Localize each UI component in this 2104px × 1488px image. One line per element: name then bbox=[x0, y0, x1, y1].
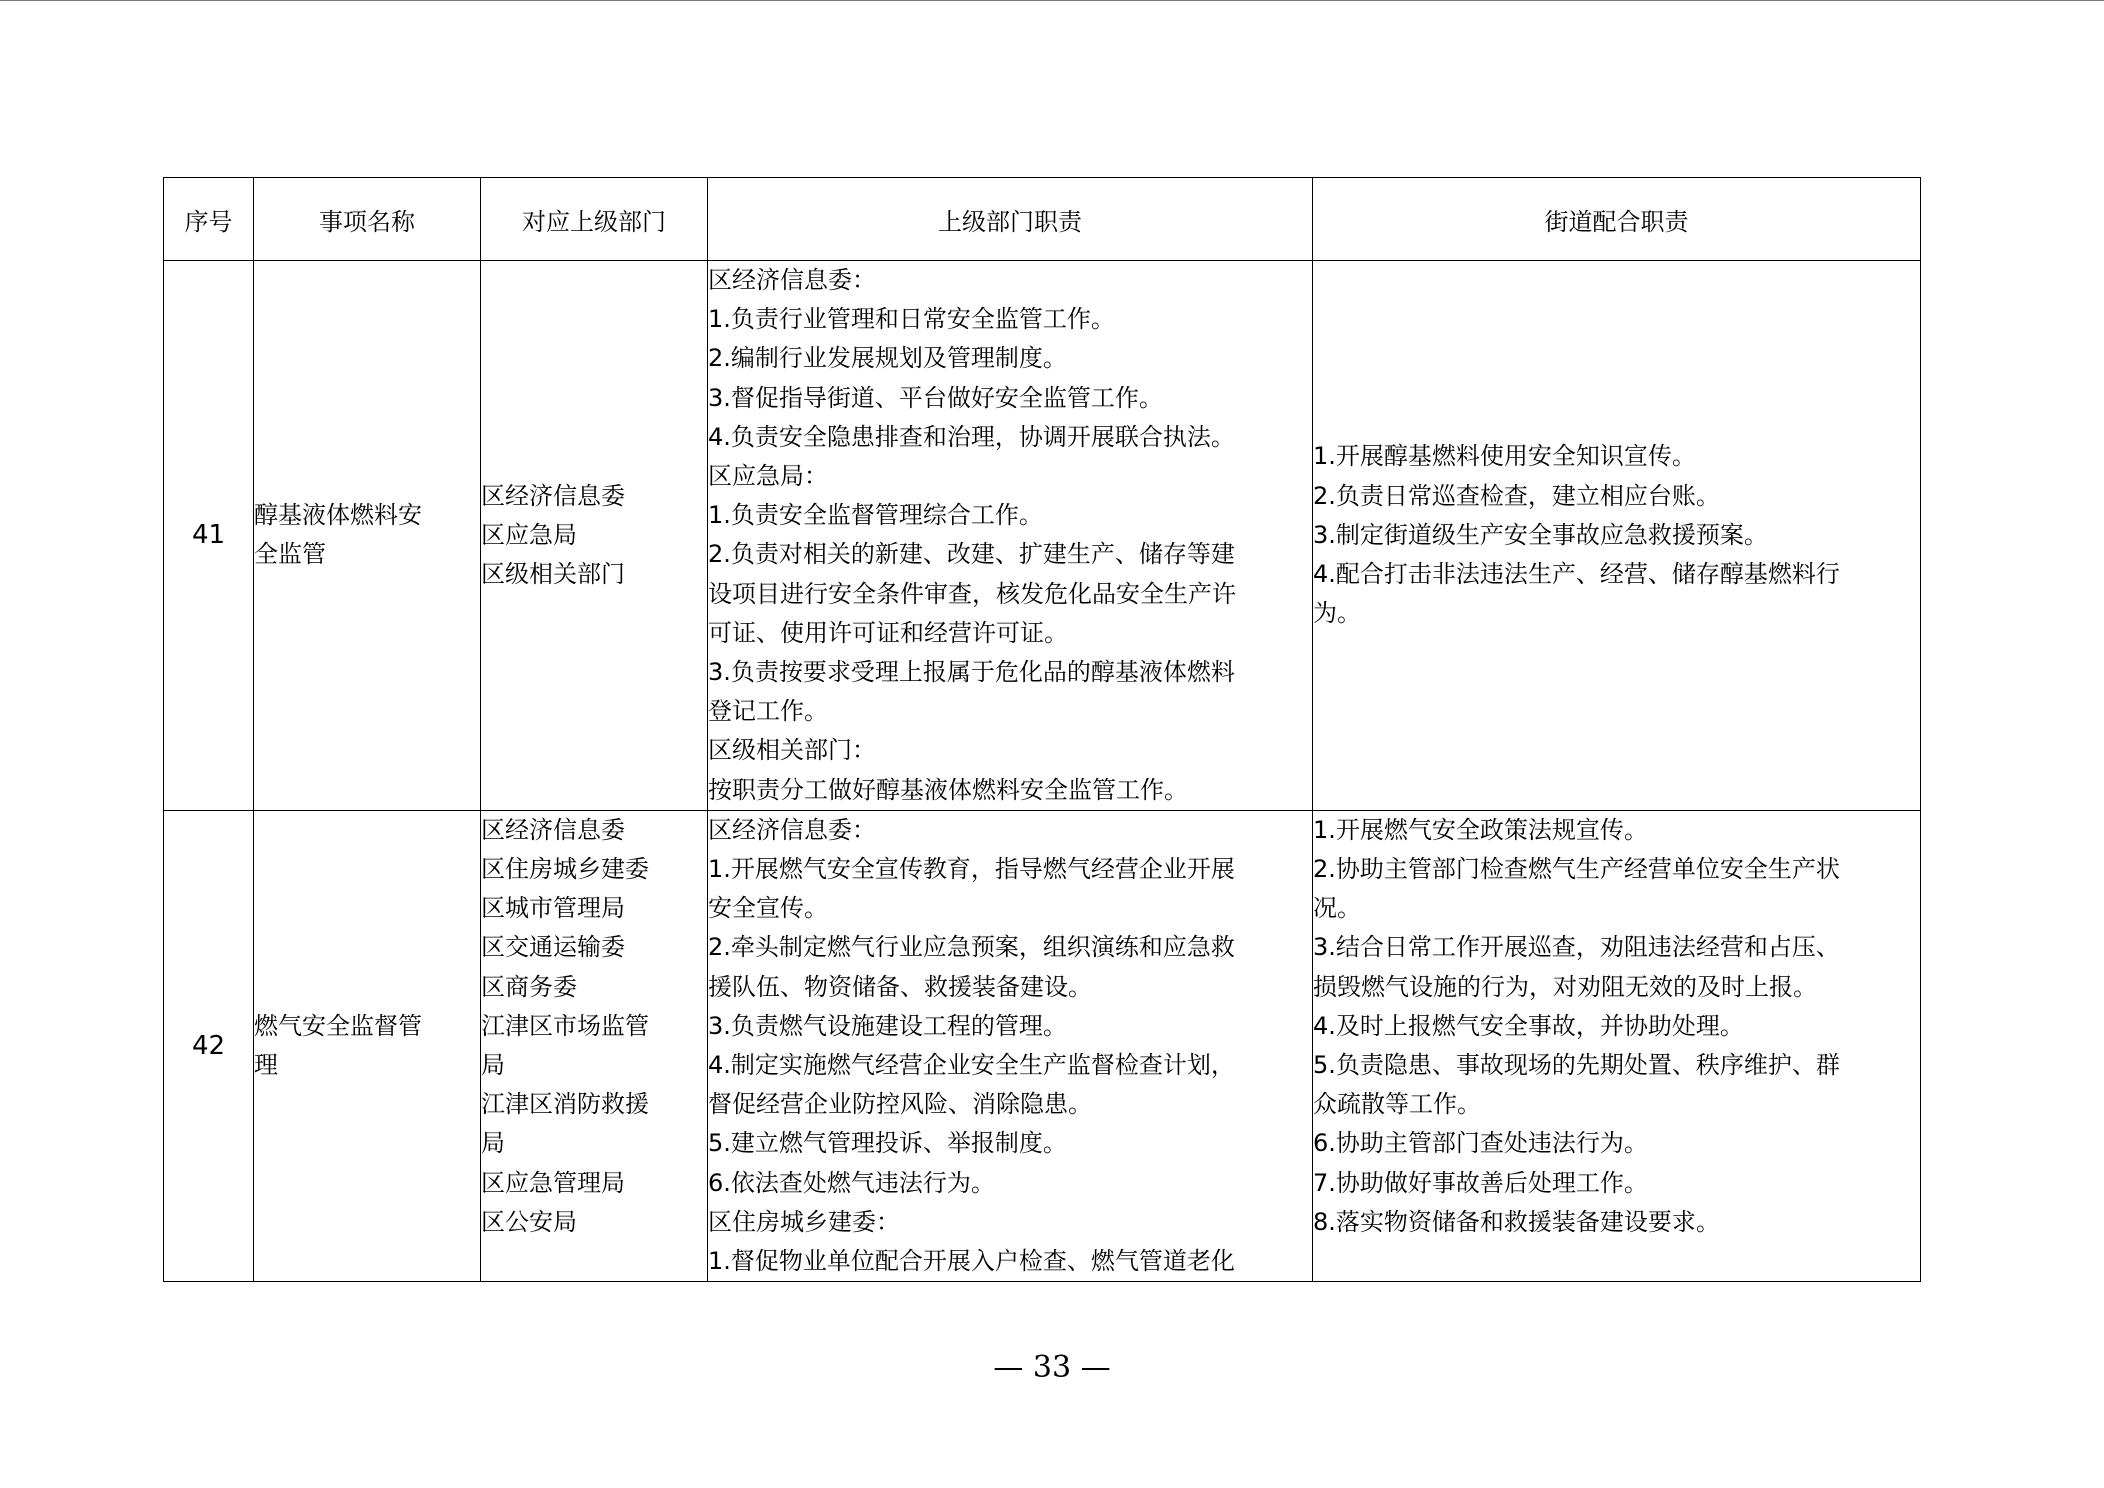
duty-line: 4.负责安全隐患排查和治理，协调开展联合执法。 bbox=[708, 422, 1235, 451]
top-border-line bbox=[0, 0, 2104, 1]
duty-line: 3.督促指导街道、平台做好安全监管工作。 bbox=[708, 383, 1163, 412]
page-number: — 33 — bbox=[993, 1350, 1111, 1385]
upper-duties-cell bbox=[708, 810, 1313, 1281]
department-line: 区应急局 bbox=[481, 520, 577, 549]
item-name-cell bbox=[254, 810, 481, 1281]
item-name-line: 全监管 bbox=[254, 540, 326, 569]
duty-line: 设项目进行安全条件审查，核发危化品安全生产许 bbox=[708, 579, 1236, 608]
department-line: 区住房城乡建委 bbox=[481, 855, 649, 884]
department-line: 江津区消防救援 bbox=[481, 1090, 649, 1119]
duty-line: 5.建立燃气管理投诉、举报制度。 bbox=[708, 1129, 1067, 1158]
duty-line: 区级相关部门： bbox=[708, 736, 876, 765]
street-duty-line: 5.负责隐患、事故现场的先期处置、秩序维护、群 bbox=[1313, 1051, 1840, 1080]
street-duty-line: 3.制定街道级生产安全事故应急救援预案。 bbox=[1313, 520, 1768, 549]
street-duty-line: 2.协助主管部门检查燃气生产经营单位安全生产状 bbox=[1313, 855, 1840, 884]
duty-line: 1.负责行业管理和日常安全监管工作。 bbox=[708, 305, 1115, 334]
department-cell bbox=[481, 261, 708, 811]
department-line: 区交通运输委 bbox=[481, 933, 625, 962]
street-duties-cell bbox=[1313, 261, 1921, 811]
department-line: 区商务委 bbox=[481, 972, 577, 1001]
duty-line: 1.负责安全监督管理综合工作。 bbox=[708, 501, 1043, 530]
department-line: 江津区市场监管 bbox=[481, 1011, 649, 1040]
duty-line: 按职责分工做好醇基液体燃料安全监管工作。 bbox=[708, 775, 1188, 804]
upper-duties-cell bbox=[708, 261, 1313, 811]
duty-line: 1.督促物业单位配合开展入户检查、燃气管道老化 bbox=[708, 1247, 1235, 1276]
department-cell bbox=[481, 810, 708, 1281]
department-line: 区经济信息委 bbox=[481, 815, 625, 844]
duty-line: 督促经营企业防控风险、消除隐患。 bbox=[708, 1090, 1092, 1119]
header-upper-duties: 上级部门职责 bbox=[708, 178, 1313, 261]
duty-line: 2.牵头制定燃气行业应急预案，组织演练和应急救 bbox=[708, 933, 1235, 962]
table-header-row bbox=[164, 178, 1921, 261]
table-row bbox=[164, 810, 1921, 1281]
duty-line: 区住房城乡建委： bbox=[708, 1207, 900, 1236]
duty-line: 6.依法查处燃气违法行为。 bbox=[708, 1168, 995, 1197]
street-duty-line: 为。 bbox=[1313, 599, 1361, 628]
street-duties-cell bbox=[1313, 810, 1921, 1281]
header-item-name: 事项名称 bbox=[254, 178, 481, 261]
header-number: 序号 bbox=[164, 178, 254, 261]
street-duty-line: 6.协助主管部门查处违法行为。 bbox=[1313, 1129, 1648, 1158]
street-duty-line: 1.开展醇基燃料使用安全知识宣传。 bbox=[1313, 442, 1696, 471]
item-name-cell bbox=[254, 261, 481, 811]
row-number: 41 bbox=[164, 261, 254, 811]
department-line: 局 bbox=[481, 1129, 505, 1158]
duty-line: 可证、使用许可证和经营许可证。 bbox=[708, 618, 1068, 647]
duty-line: 援队伍、物资储备、救援装备建设。 bbox=[708, 972, 1092, 1001]
table-row bbox=[164, 261, 1921, 811]
duty-line: 登记工作。 bbox=[708, 697, 828, 726]
duty-line: 3.负责按要求受理上报属于危化品的醇基液体燃料 bbox=[708, 658, 1235, 687]
item-name-line: 醇基液体燃料安 bbox=[254, 501, 422, 530]
duty-line: 区经济信息委： bbox=[708, 266, 876, 294]
item-name-line: 理 bbox=[254, 1051, 278, 1080]
street-duty-line: 况。 bbox=[1313, 894, 1361, 923]
street-duty-line: 损毁燃气设施的行为，对劝阻无效的及时上报。 bbox=[1313, 972, 1817, 1001]
duty-line: 区经济信息委： bbox=[708, 815, 876, 844]
duty-line: 区应急局： bbox=[708, 462, 828, 491]
street-duty-line: 3.结合日常工作开展巡查，劝阻违法经营和占压、 bbox=[1313, 933, 1840, 962]
duty-line: 1.开展燃气安全宣传教育，指导燃气经营企业开展 bbox=[708, 855, 1235, 884]
department-line: 区城市管理局 bbox=[481, 894, 625, 923]
duty-line: 3.负责燃气设施建设工程的管理。 bbox=[708, 1011, 1067, 1040]
street-duty-line: 2.负责日常巡查检查，建立相应台账。 bbox=[1313, 481, 1720, 510]
department-line: 区应急管理局 bbox=[481, 1168, 625, 1197]
header-upper-department: 对应上级部门 bbox=[481, 178, 708, 261]
duty-line: 4.制定实施燃气经营企业安全生产监督检查计划， bbox=[708, 1051, 1235, 1080]
department-line: 局 bbox=[481, 1051, 505, 1080]
department-line: 区经济信息委 bbox=[481, 481, 625, 510]
duty-line: 安全宣传。 bbox=[708, 894, 828, 923]
header-street-duties: 街道配合职责 bbox=[1313, 178, 1921, 261]
street-duty-line: 1.开展燃气安全政策法规宣传。 bbox=[1313, 815, 1648, 844]
street-duty-line: 8.落实物资储备和救援装备建设要求。 bbox=[1313, 1207, 1720, 1236]
duty-line: 2.编制行业发展规划及管理制度。 bbox=[708, 344, 1067, 373]
street-duty-line: 4.及时上报燃气安全事故，并协助处理。 bbox=[1313, 1011, 1744, 1040]
duties-table bbox=[163, 177, 1921, 1282]
department-line: 区公安局 bbox=[481, 1207, 577, 1236]
item-name-line: 燃气安全监督管 bbox=[254, 1011, 422, 1040]
row-number: 42 bbox=[164, 810, 254, 1281]
duty-line: 2.负责对相关的新建、改建、扩建生产、储存等建 bbox=[708, 540, 1235, 569]
department-line: 区级相关部门 bbox=[481, 560, 625, 589]
street-duty-line: 7.协助做好事故善后处理工作。 bbox=[1313, 1168, 1648, 1197]
street-duty-line: 众疏散等工作。 bbox=[1313, 1090, 1481, 1119]
street-duty-line: 4.配合打击非法违法生产、经营、储存醇基燃料行 bbox=[1313, 560, 1840, 589]
